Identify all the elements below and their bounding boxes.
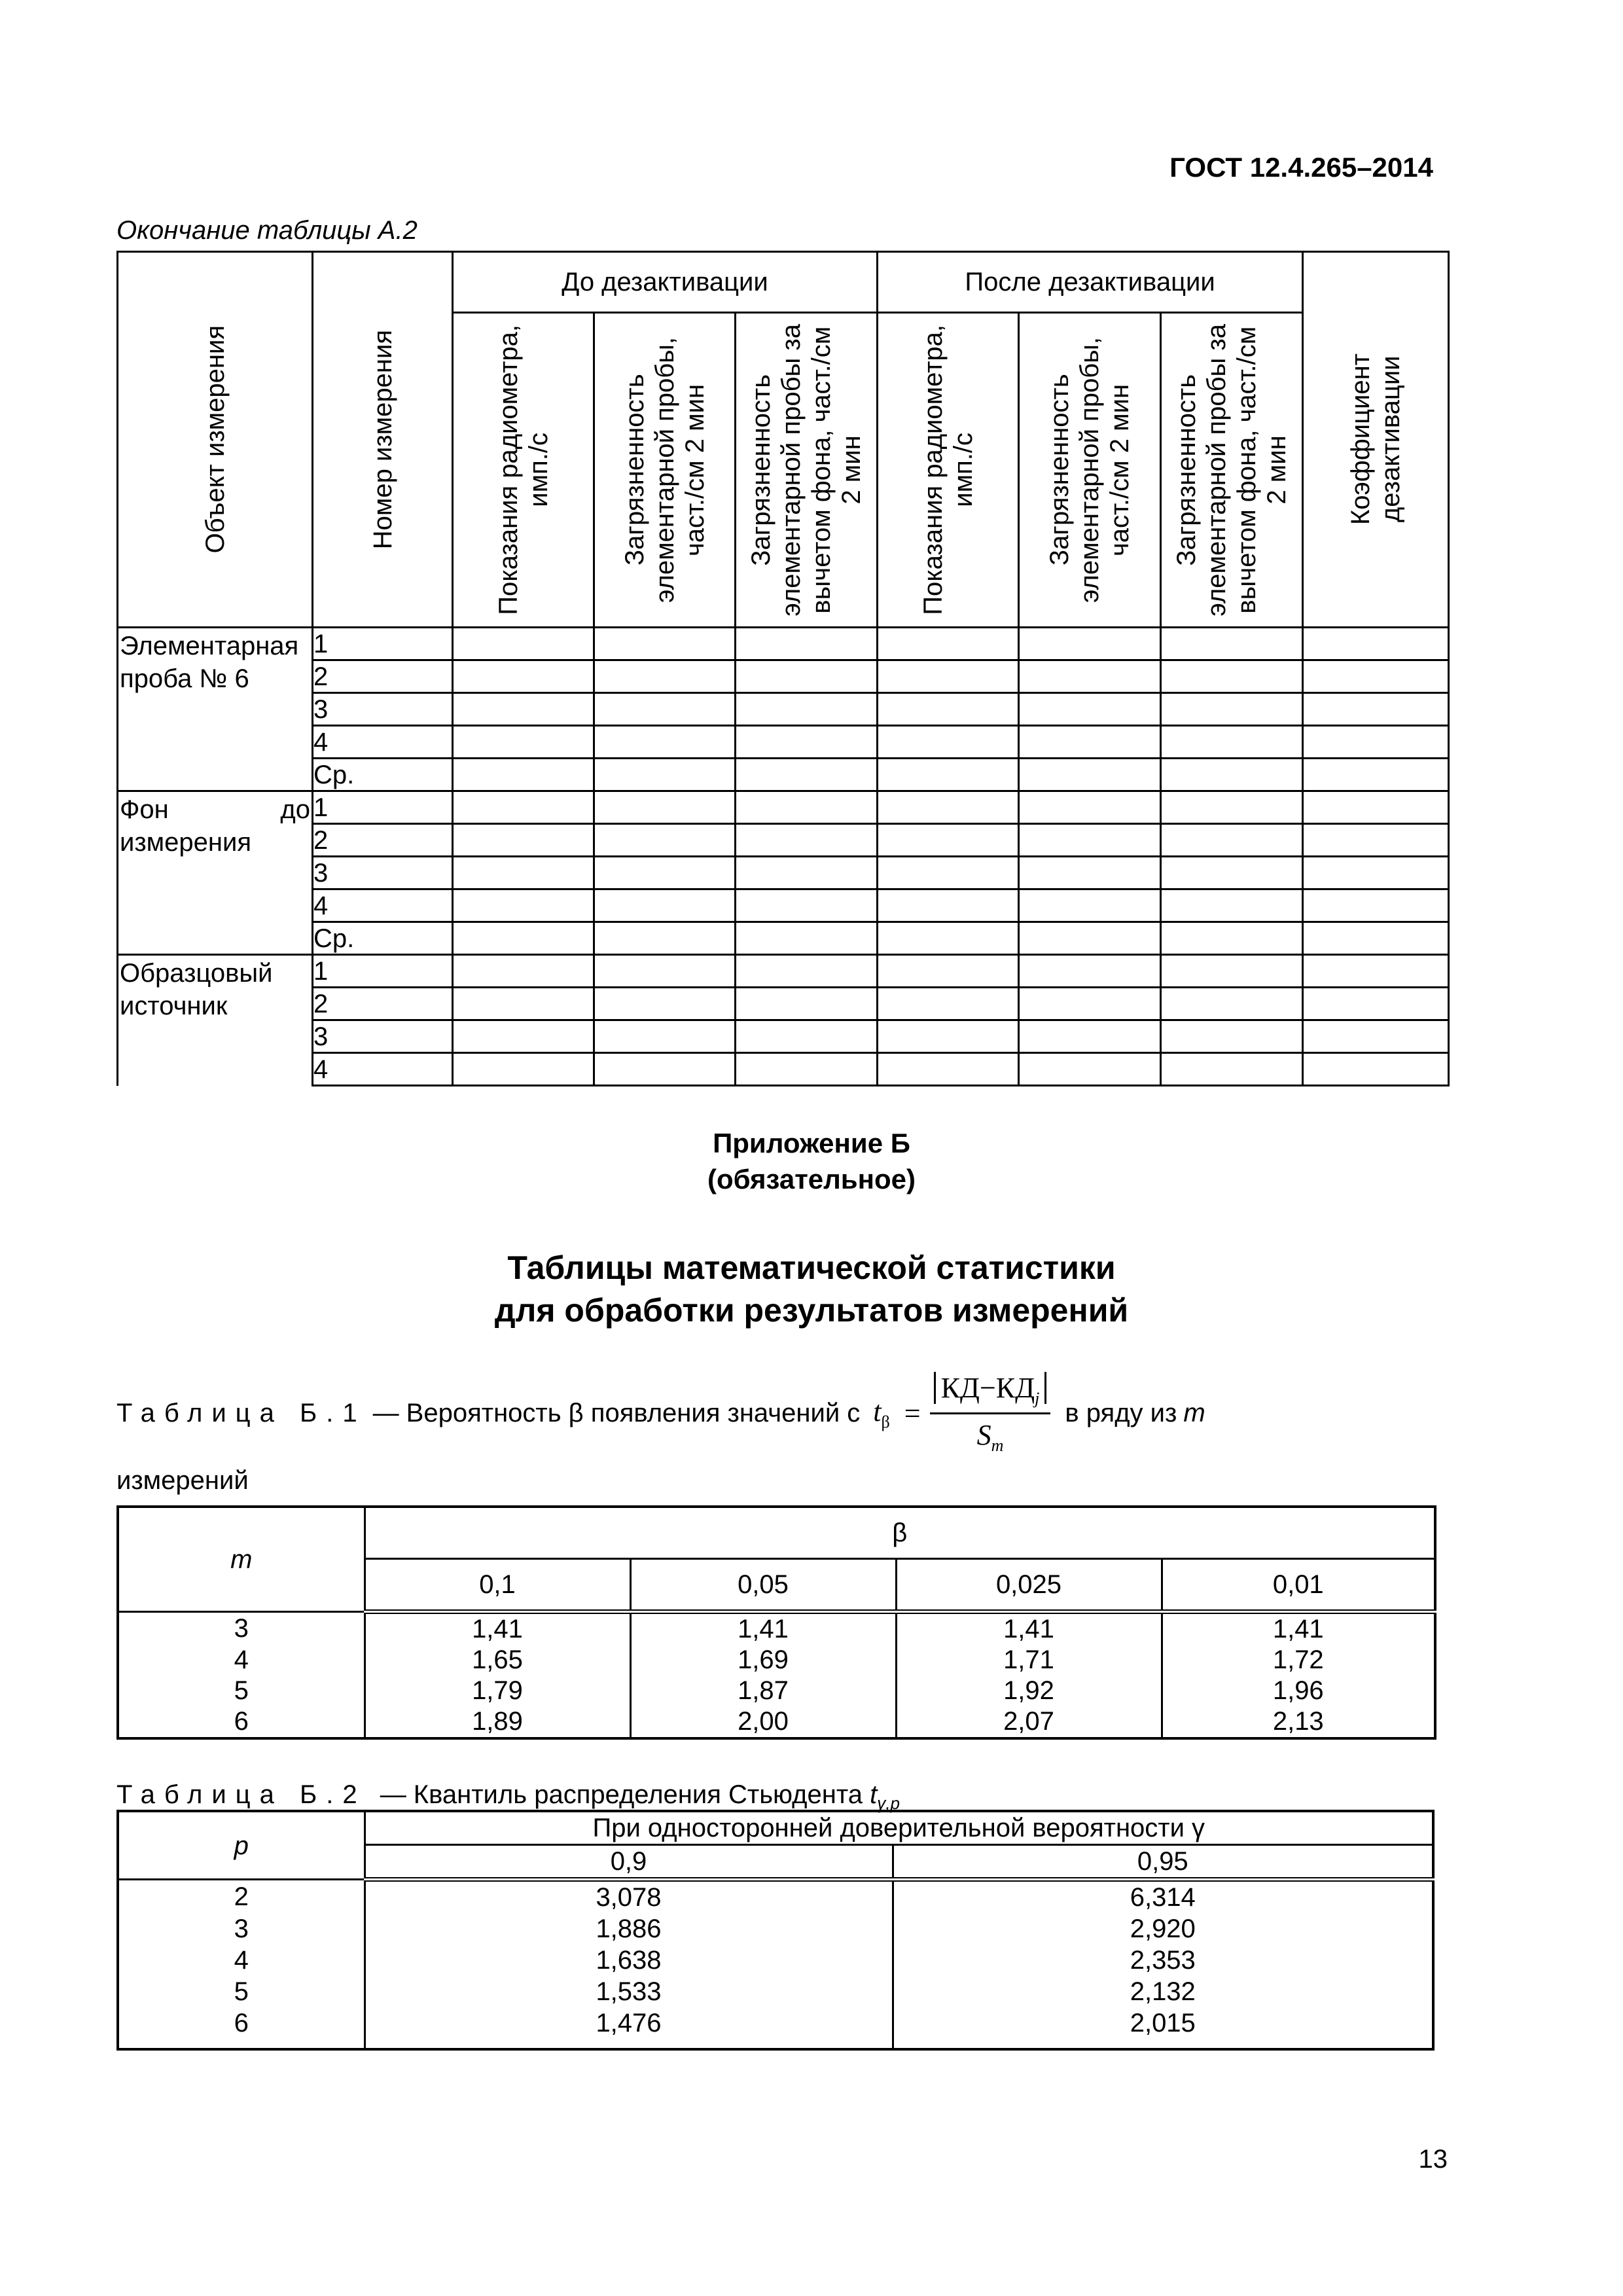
header-after-reading: Показания радиометра, имп./с (878, 313, 1019, 628)
table-row: 3 1,41 1,41 1,41 1,41 (118, 1612, 1435, 1645)
header-beta-value: 0,05 (630, 1559, 896, 1612)
measurement-number: 2 (313, 988, 453, 1020)
section-title-line-1: Таблицы математической статистики (507, 1249, 1116, 1286)
header-before-reading: Показания радиометра, имп./с (453, 313, 594, 628)
table-row: 2 3,078 6,314 (118, 1880, 1433, 1914)
table-b2-caption-text: — Квантиль распределения Стьюдента (380, 1780, 863, 1809)
measurement-number: 2 (313, 660, 453, 693)
measurement-number: 4 (313, 889, 453, 922)
table-row (118, 955, 1449, 988)
measurement-number: 4 (313, 726, 453, 759)
table-b1-caption-m: m (1183, 1398, 1205, 1427)
table-row: 6 1,476 2,015 (118, 2007, 1433, 2049)
table-row: 5 1,533 2,132 (118, 1976, 1433, 2007)
header-after-contamination: Загрязненность элементарной пробы, част./см 2 мин (1019, 313, 1161, 628)
table-a2 (116, 251, 1450, 1086)
table-row (118, 660, 1449, 693)
header-gamma-value: 0,9 (365, 1845, 893, 1880)
header-coefficient: Коэффициент дезактивации (1303, 252, 1449, 628)
measurement-number: 1 (313, 628, 453, 660)
header-beta-value: 0,025 (896, 1559, 1162, 1612)
header-p: p (118, 1811, 365, 1880)
table-row (118, 1020, 1449, 1053)
header-gamma: При односторонней доверительной вероятности γ (365, 1811, 1433, 1845)
section-title (0, 1247, 1623, 1332)
measurement-number: 1 (313, 791, 453, 824)
page-number: 13 (1418, 2145, 1448, 2174)
measurement-number: 3 (313, 857, 453, 889)
table-row (118, 922, 1449, 955)
table-row: 4 1,65 1,69 1,71 1,72 (118, 1645, 1435, 1676)
table-b2-label: Таблица Б.2 (116, 1780, 366, 1809)
table-row: 4 1,638 2,353 (118, 1945, 1433, 1976)
header-gamma-value: 0,95 (893, 1845, 1433, 1880)
measurement-number: 4 (313, 1053, 453, 1086)
table-b2-caption (116, 1780, 900, 1814)
appendix-subtitle: (обязательное) (707, 1163, 916, 1194)
table-a2-continuation-caption: Окончание таблицы А.2 (116, 216, 418, 245)
measurement-number: 1 (313, 955, 453, 988)
table-row (118, 628, 1449, 660)
table-row (118, 824, 1449, 857)
table-row (118, 791, 1449, 824)
appendix-title: Приложение Б (713, 1128, 910, 1158)
table-row (118, 726, 1449, 759)
table-row (118, 988, 1449, 1020)
header-after-contamination-net: Загрязненность элементарной пробы за вычетом фона, част./см 2 мин (1161, 313, 1303, 628)
appendix-heading (0, 1126, 1623, 1197)
document-code: ГОСТ 12.4.265–2014 (1169, 152, 1433, 183)
table-b2-caption-t: t (870, 1780, 878, 1809)
measurement-number: 2 (313, 824, 453, 857)
table-b1-label: Таблица Б.1 (116, 1398, 366, 1427)
header-object: Объект измерения (118, 252, 313, 628)
table-row: 6 1,89 2,00 2,07 2,13 (118, 1706, 1435, 1738)
formula: $t_\beta$ = $\frac{КД-КД_j}{S_m}$ (873, 1371, 1050, 1456)
table-row: 3 1,886 2,920 (118, 1913, 1433, 1945)
header-beta-value: 0,1 (365, 1559, 630, 1612)
table-b1-caption-continuation: измерений (116, 1466, 249, 1495)
header-after-decontamination: После дезактивации (878, 252, 1303, 313)
table-b1-caption (116, 1371, 1465, 1456)
table-row: 5 1,79 1,87 1,92 1,96 (118, 1676, 1435, 1706)
table-b2 (116, 1810, 1435, 2051)
header-before-decontamination: До дезактивации (453, 252, 878, 313)
table-row (118, 759, 1449, 791)
object-background: Фон до измерения (118, 791, 313, 955)
measurement-number: Ср. (313, 759, 453, 791)
header-beta: β (365, 1507, 1435, 1559)
measurement-number: 3 (313, 1020, 453, 1053)
object-reference-source: Образцовый источник (118, 955, 313, 1086)
header-m: m (118, 1507, 365, 1612)
measurement-number: Ср. (313, 922, 453, 955)
measurement-number: 3 (313, 693, 453, 726)
header-before-contamination-net: Загрязненность элементарной пробы за вычетом фона, част./см 2 мин (736, 313, 878, 628)
table-row (118, 693, 1449, 726)
table-b1-caption-text: — Вероятность β появления значений с (372, 1398, 861, 1427)
table-row (118, 889, 1449, 922)
table-b1-caption-after: в ряду из (1065, 1398, 1177, 1427)
header-beta-value: 0,01 (1162, 1559, 1435, 1612)
table-row (118, 1053, 1449, 1086)
header-before-contamination: Загрязненность элементарной пробы, част./см 2 мин (594, 313, 736, 628)
table-b2-caption-sub: γ,p (877, 1793, 900, 1813)
table-b1 (116, 1505, 1436, 1740)
section-title-line-2: для обработки результатов измерений (494, 1292, 1129, 1329)
header-number: Номер измерения (313, 252, 453, 628)
object-sample-6: Элементарная проба № 6 (118, 628, 313, 791)
table-row (118, 857, 1449, 889)
